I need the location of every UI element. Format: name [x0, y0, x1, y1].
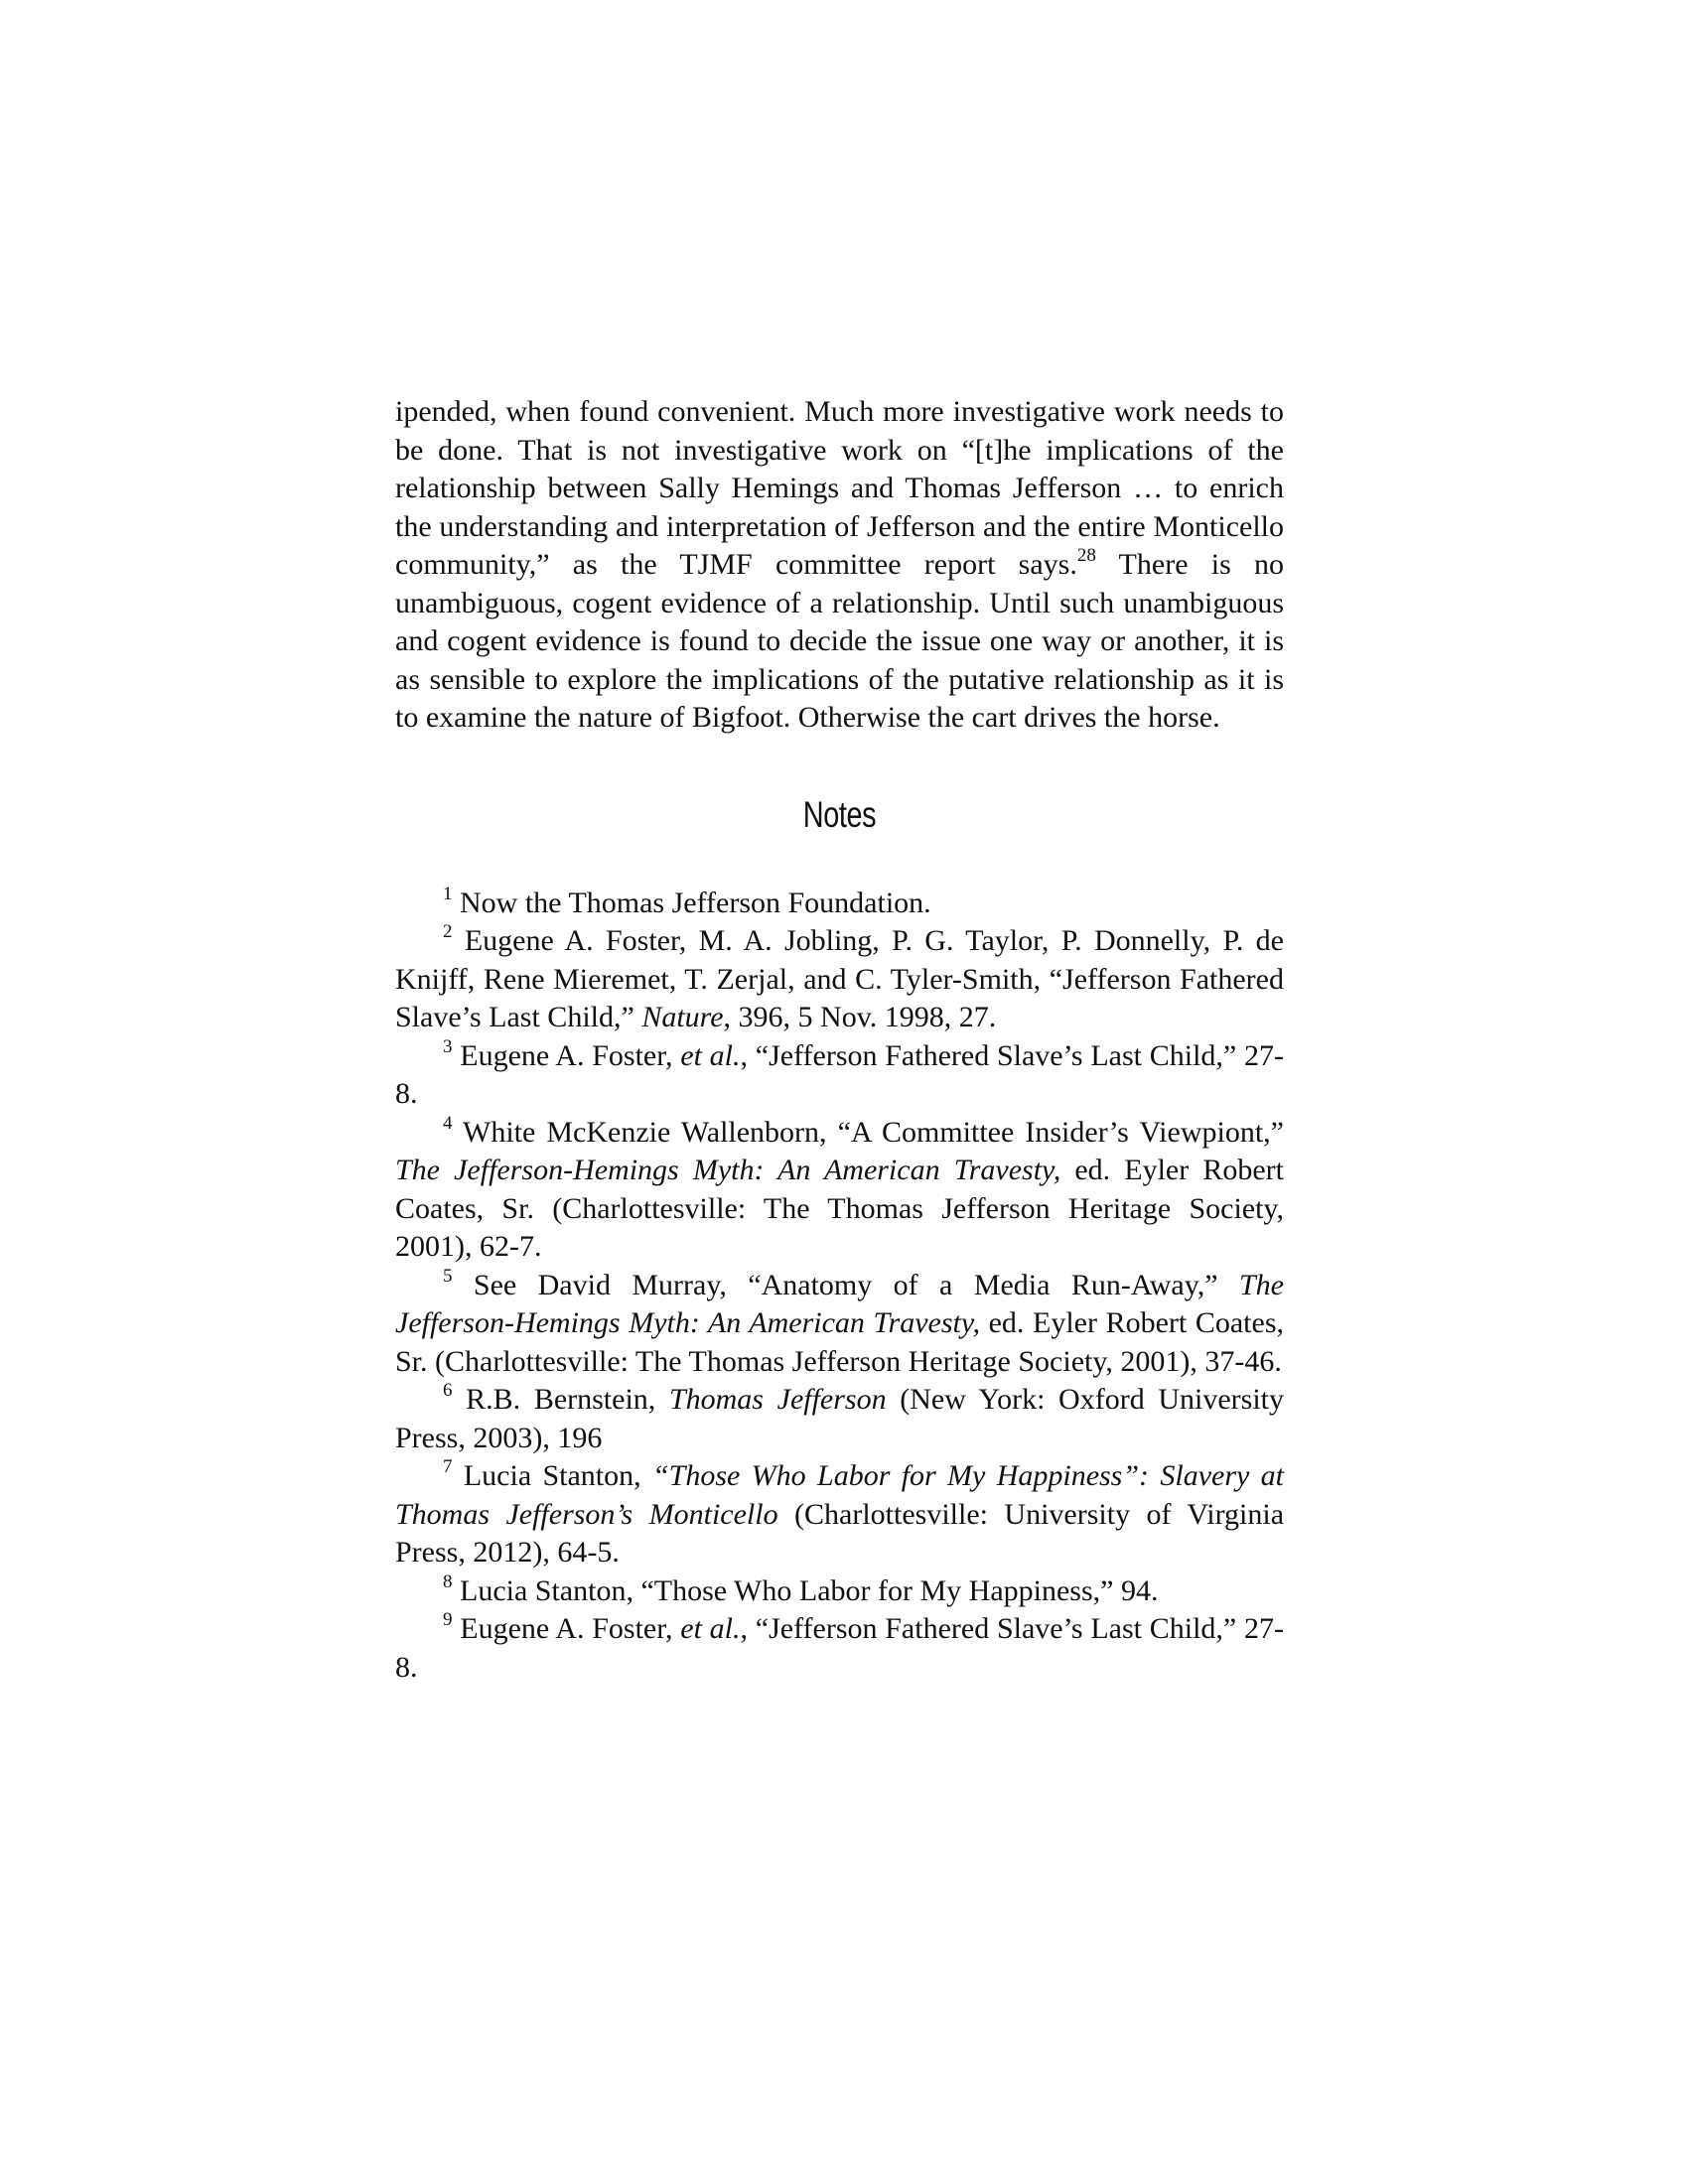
note-text: Eugene A. Foster, — [452, 1038, 681, 1072]
note-text: Eugene A. Foster, — [452, 1612, 681, 1645]
note-italic-title: Thomas Jefferson — [668, 1383, 887, 1416]
note-number: 9 — [443, 1609, 453, 1630]
note-1 — [395, 885, 1284, 923]
note-italic-title: et al. — [680, 1612, 741, 1645]
note-number: 8 — [443, 1570, 453, 1592]
note-italic-title: “Those Who Labor for My Happiness”: Slavery at Thomas Jefferson’s Monticello — [395, 1459, 1285, 1531]
note-text-tail: ed. Eyler Robert Coates, Sr. (Charlottesville: The Thomas Jefferson Heritage Society, 2001), 37-46. — [395, 1306, 1284, 1378]
note-number: 7 — [443, 1456, 453, 1477]
note-number: 4 — [443, 1112, 453, 1134]
note-text-tail: , “Jefferson Fathered Slave’s Last Child,” 27-8. — [395, 1612, 1284, 1684]
note-text: See David Murray, “Anatomy of a Media Run-Away,” — [452, 1268, 1239, 1301]
note-number: 2 — [443, 921, 453, 942]
note-4 — [395, 1114, 1284, 1267]
note-text: R.B. Bernstein, — [452, 1383, 669, 1416]
footnote-ref-28[interactable]: 28 — [1076, 545, 1096, 566]
note-text-tail: , “Jefferson Fathered Slave’s Last Child,” 27-8. — [395, 1038, 1284, 1110]
body-text-before-ref: ipended, when found convenient. Much more investigative work needs to be done. That is not investigative work on “[t]he implications of the relationship between Sally Hemings and Thomas Jefferson … to enrich the understanding and interpretation of Jefferson and the entire Monticello community,” as the TJMF committee report says. — [395, 395, 1284, 581]
note-italic-title: Nature — [641, 1001, 724, 1033]
body-text-after-ref: There is no unambiguous, cogent evidence of a relationship. Until such unambiguous and cogent evidence is found to decide the issue one way or another, it is as sensible to explore the implications of the putative relationship as it is to examine the nature of Bigfoot. Otherwise the cart drives the horse. — [395, 548, 1284, 734]
note-italic-title: The Jefferson-Hemings Myth: An American Travesty, — [395, 1154, 1061, 1186]
note-8 — [395, 1572, 1284, 1611]
note-italic-title: et al. — [680, 1038, 741, 1072]
note-text: Now the Thomas Jefferson Foundation. — [452, 886, 931, 919]
note-6 — [395, 1381, 1284, 1457]
note-text-tail: ed. Eyler Robert Coates, Sr. (Charlottesville: The Thomas Jefferson Heritage Society, 2001), 62-7. — [395, 1154, 1285, 1263]
note-5 — [395, 1267, 1284, 1382]
note-number: 6 — [443, 1380, 453, 1401]
note-number: 5 — [443, 1265, 453, 1287]
note-text: Lucia Stanton, — [452, 1459, 652, 1492]
note-7 — [395, 1457, 1284, 1572]
note-2 — [395, 922, 1284, 1037]
note-9 — [395, 1610, 1284, 1687]
notes-heading: Notes — [802, 793, 877, 835]
note-text-tail: (Charlottesville: University of Virginia Press, 2012), 64-5. — [395, 1497, 1285, 1569]
note-number: 3 — [443, 1035, 453, 1057]
note-text: Eugene A. Foster, M. A. Jobling, P. G. Taylor, P. Donnelly, P. de Knijff, Rene Mieremet, T. Zerjal, and C. Tyler-Smith, “Jefferson Fathered Slave’s Last Child,” — [395, 924, 1284, 1033]
note-text-tail: (New York: Oxford University Press, 2003), 196 — [395, 1383, 1284, 1454]
note-number: 1 — [443, 883, 453, 904]
body-paragraph — [395, 393, 1284, 738]
note-text: Lucia Stanton, “Those Who Labor for My Happiness,” 94. — [452, 1573, 1159, 1607]
page-text — [395, 393, 1284, 1687]
note-italic-title: The Jefferson-Hemings Myth: An American Travesty, — [395, 1268, 1284, 1339]
note-text: White McKenzie Wallenborn, “A Committee Insider’s Viewpiont,” — [452, 1115, 1284, 1149]
note-3 — [395, 1037, 1284, 1114]
note-text-tail: , 396, 5 Nov. 1998, 27. — [723, 1001, 997, 1033]
